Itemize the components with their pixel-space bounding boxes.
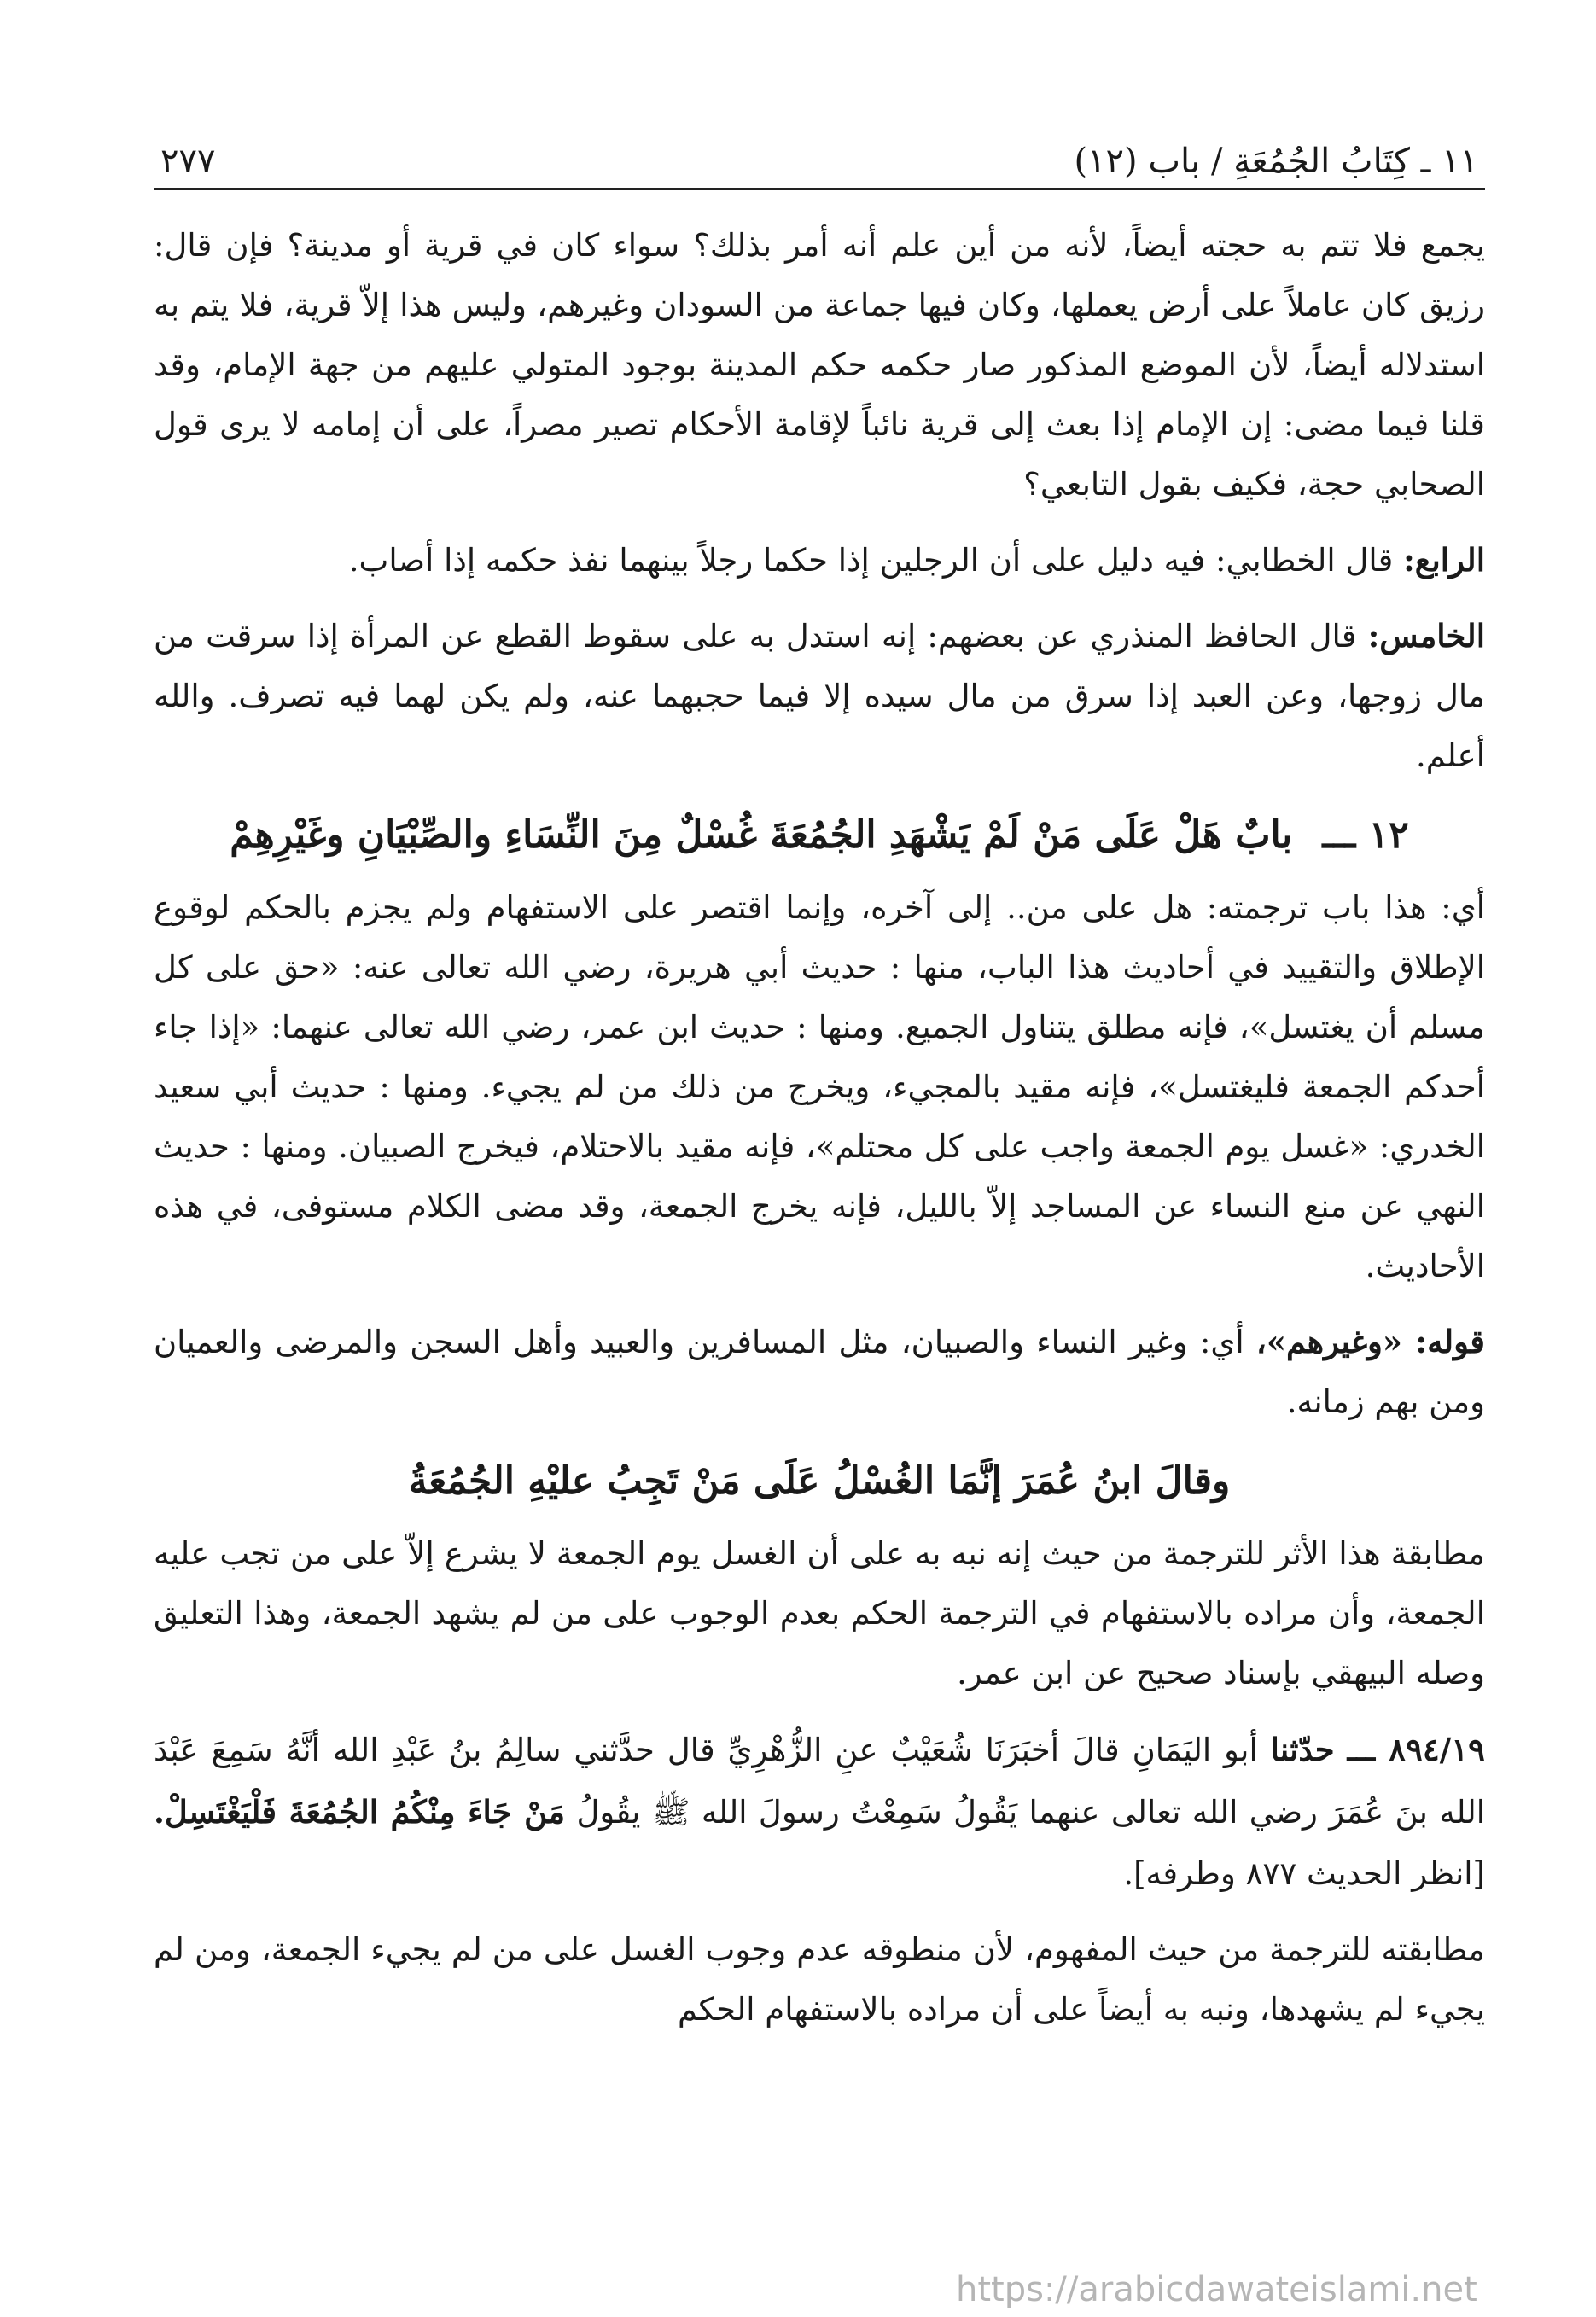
header-divider bbox=[154, 188, 1485, 190]
paragraph-fifth bbox=[154, 606, 1485, 786]
running-header bbox=[154, 119, 1485, 181]
bab-number: ١٢ ـــ bbox=[1322, 813, 1409, 857]
hadith-reference: [انظر الحديث ٨٧٧ وطرفه]. bbox=[1123, 1855, 1485, 1892]
paragraph-qawluhu bbox=[154, 1312, 1485, 1432]
hadith-haddathana: حدّثنا bbox=[1270, 1731, 1335, 1768]
bab-title: بابٌ هَلْ عَلَى مَنْ لَمْ يَشْهَدِ الجُمُعَةَ غُسْلٌ مِنَ النِّسَاءِ والصِّبْيَانِ وغَيْرِهِمْ bbox=[230, 813, 1293, 857]
paragraph-lead: قوله: «وغيرهم»، bbox=[1255, 1323, 1485, 1360]
page-number: ٢٧٧ bbox=[160, 142, 216, 181]
paragraph-last: مطابقته للترجمة من حيث المفهوم، لأن منطوقه عدم وجوب الغسل على من لم يجيء الجمعة، ومن لم يجيء لم يشهدها، ونبه به أيضاً على أن مراده بالاستفهام الحكم bbox=[154, 1931, 1485, 2028]
hadith-isnad: أبو اليَمَانِ قالَ أخبَرَنَا شُعَيْبٌ عنِ الزُّهْرِيِّ قال حدَّثني سالِمُ بنُ عَبْدِ الله أنَّهُ سَمِعَ عَبْدَ الله بنَ عُمَرَ رضي الله تعالى عنهما يَقُولُ سَمِعْتُ رسولَ الله ﷺ يقُولُ bbox=[154, 1732, 1485, 1831]
paragraph-lead: الخامس: bbox=[1367, 617, 1485, 655]
paragraph-text: أي: هذا باب ترجمته: هل على من.. إلى آخره، وإنما اقتصر على الاستفهام ولم يجزم بالحكم لوقوع الإطلاق والتقييد في أحاديث هذا الباب، منها : حديث أبي هريرة، رضي الله تعالى عنه: «حق على كل مسلم أن يغتسل»، فإنه مطلق يتناول الجميع. ومنها : حديث ابن عمر، رضي الله تعالى عنهما: «إذا جاء أحدكم الجمعة فليغتسل»، فإنه مقيد بالمجيء، ويخرج من ذلك من لم يجيء. ومنها : حديث أبي سعيد الخدري: «غسل يوم الجمعة واجب على كل محتلم»، فإنه مقيد بالاحتلام، فيخرج الصبيان. ومنها : حديث النهي عن منع النساء عن المساجد إلاّ بالليل، فإنه يخرج الجمعة، وقد مضى الكلام مستوفى، في هذه الأحاديث. bbox=[154, 889, 1485, 1284]
paragraph-athar: مطابقة هذا الأثر للترجمة من حيث إنه نبه به على أن الغسل يوم الجمعة لا يشرع إلاّ على من تجب عليه الجمعة، وأن مراده بالاستفهام في الترجمة الحكم بعدم الوجوب على من لم يشهد الجمعة، وهذا التعليق وصله البيهقي بإسناد صحيح عن ابن عمر. bbox=[154, 1535, 1485, 1691]
hadith-number: ٨٩٤/١٩ ـــ bbox=[1347, 1731, 1485, 1768]
athar-heading: وقالَ ابنُ عُمَرَ إنَّمَا الغُسْلُ عَلَى مَنْ تَجِبُ عليْهِ الجُمُعَةُ bbox=[408, 1459, 1231, 1503]
hadith-matn: مَنْ جَاءَ مِنْكُمُ الجُمُعَةَ فَلْيَغْتَسِلْ. bbox=[154, 1793, 566, 1831]
chapter-title: ١١ ـ كِتَابُ الجُمُعَةِ / باب (١٢) bbox=[1074, 142, 1478, 181]
paragraph-fourth bbox=[154, 530, 1485, 591]
paragraph-continuation bbox=[154, 216, 1485, 515]
paragraph-text: يجمع فلا تتم به حجته أيضاً، لأنه من أين علم أنه أمر بذلك؟ سواء كان في قرية أو مدينة؟ فإن قال: رزيق كان عاملاً على أرض يعملها، وكان فيها جماعة من السودان وغيرهم، وليس هذا إلاّ قرية، فلا يتم به استدلاله أيضاً، لأن الموضع المذكور صار حكمه حكم المدينة بوجود المتولي عليهم من جهة الإمام، وقد قلنا فيما مضى: إن الإمام إذا بعث إلى قرية نائباً لإقامة الأحكام تصير مصراً، على أن إمامه لا يرى قول الصحابي حجة، فكيف بقول التابعي؟ bbox=[154, 227, 1485, 503]
paragraph-text: أي: وغير النساء والصبيان، مثل المسافرين والعبيد وأهل السجن والمرضى والعميان ومن بهم زمانه. bbox=[154, 1324, 1485, 1420]
watermark-url: https://arabicdawateislami.net bbox=[956, 2270, 1477, 2309]
hadith-block bbox=[154, 1719, 1485, 1905]
paragraph-text: قال الخطابي: فيه دليل على أن الرجلين إذا حكما رجلاً بينهما نفذ حكمه إذا أصاب. bbox=[348, 542, 1394, 579]
book-page bbox=[154, 119, 1485, 2055]
bab-heading bbox=[154, 801, 1485, 870]
paragraph-bab-explanation bbox=[154, 878, 1485, 1296]
paragraph-lead: الرابع: bbox=[1403, 541, 1485, 579]
paragraph-text: قال الحافظ المنذري عن بعضهم: إنه استدل به على سقوط القطع عن المرأة إذا سرقت من مال زوجها، وعن العبد إذا سرق من مال سيده إلا فيما حجبهما عنه، ولم يكن لهما فيه تصرف. والله أعلم. bbox=[154, 618, 1485, 774]
